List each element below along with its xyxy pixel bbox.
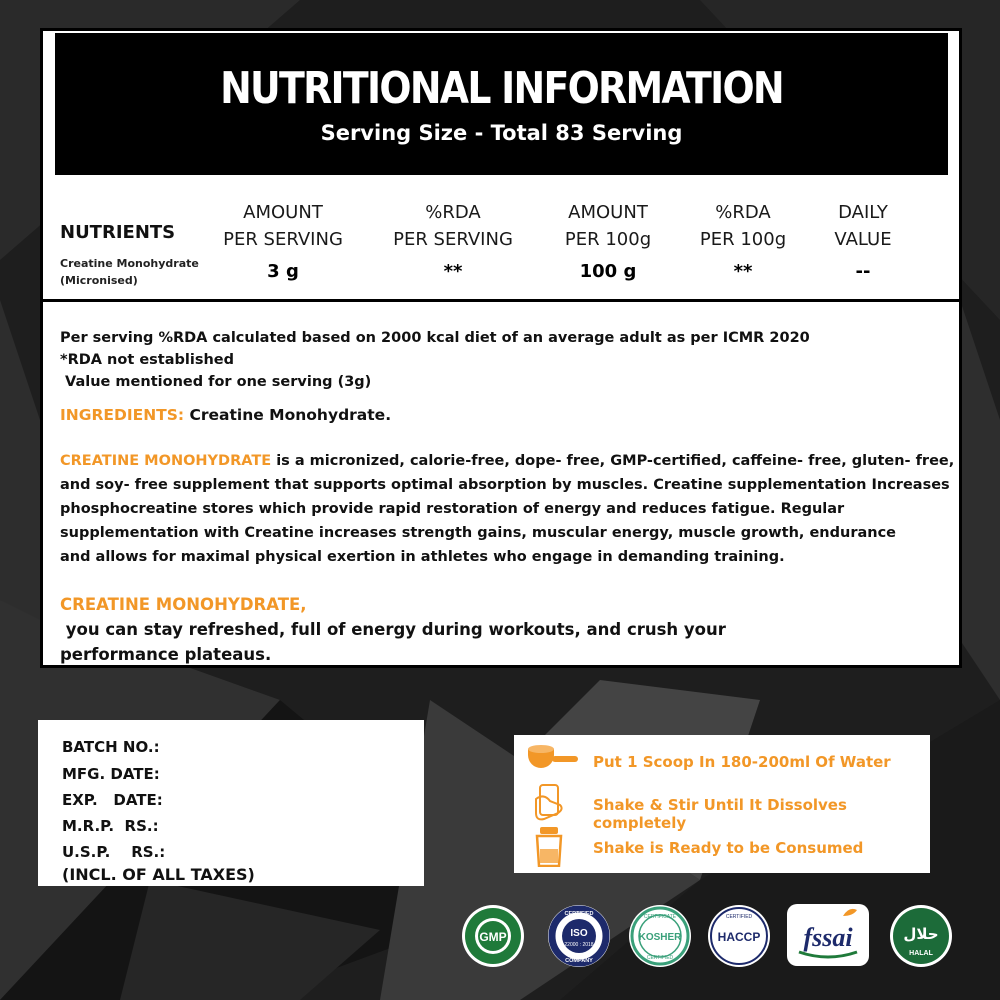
serving-size: Serving Size - Total 83 Serving (320, 121, 683, 145)
nutrient-name: Creatine Monohydrate (Micronised) (60, 257, 199, 287)
column-header-rda-100g: %RDA PER 100g (699, 202, 787, 250)
ingredients-label: INGREDIENTS: (60, 406, 185, 424)
svg-text:KOSHER: KOSHER (638, 932, 682, 943)
panel-header (55, 33, 948, 175)
taxes-note: (INCL. OF ALL TAXES) (62, 865, 255, 884)
step-3-text: Shake is Ready to be Consumed (593, 839, 864, 857)
svg-text:HALAL: HALAL (909, 950, 933, 957)
value-rda-serving: ** (443, 261, 463, 282)
column-header-amount-serving: AMOUNT PER SERVING (223, 202, 343, 250)
svg-text:GMP: GMP (479, 930, 507, 944)
step-1-text: Put 1 Scoop In 180-200ml Of Water (593, 753, 891, 771)
batch-info-box (38, 720, 424, 886)
column-header-daily-value: DAILY VALUE (834, 202, 892, 250)
shake-hand-icon (532, 783, 568, 827)
value-amount-serving: 3 g (267, 261, 299, 282)
svg-text:CERTIFIED: CERTIFIED (646, 955, 674, 961)
svg-text:fssai: fssai (803, 923, 853, 952)
value-amount-100g: 100 g (579, 261, 637, 282)
fssai-logo (785, 900, 871, 974)
svg-text:ISO: ISO (570, 928, 588, 939)
shaker-bottle-icon (534, 827, 564, 871)
description-label: CREATINE MONOHYDRATE (60, 453, 272, 469)
svg-text:HACCP: HACCP (717, 930, 761, 944)
svg-text:22000 : 2018: 22000 : 2018 (564, 942, 594, 948)
value-daily: -- (855, 261, 871, 282)
svg-text:CERTIFIED: CERTIFIED (725, 914, 753, 920)
haccp-badge (706, 903, 772, 973)
benefit-label: CREATINE MONOHYDRATE, (60, 595, 307, 614)
scoop-icon (524, 743, 580, 783)
gmp-badge (460, 903, 526, 973)
mfg-date: MFG. DATE: (62, 765, 160, 783)
description-paragraph: CREATINE MONOHYDRATE is a micronized, calorie-free, dope- free, GMP-certified, caffeine- free, gluten- free, and soy- free supplement that supports optimal absorption by muscles. Creatine supplementation Increases phosphocreatine stores which provide rapid restoration of energy and reduces fatigue. Regular supplementation with Creatine increases strength gains, muscular energy, muscle growth, endurance and allows for maximal physical exertion in athletes who engage in demanding training. (60, 453, 955, 565)
table-divider (43, 299, 959, 302)
exp-date: EXP. DATE: (62, 791, 163, 809)
ingredients-line (60, 403, 391, 427)
kosher-badge (627, 903, 693, 973)
step-2-text: Shake & Stir Until It Dissolves completely (593, 796, 847, 832)
nutrients-header: NUTRIENTS (60, 222, 176, 243)
svg-text:COMPANY: COMPANY (565, 958, 593, 964)
column-header-amount-100g: AMOUNT PER 100g (564, 202, 652, 250)
benefit-paragraph: CREATINE MONOHYDRATE, you can stay refreshed, full of energy during workouts, and crush your performance plateaus. (60, 595, 726, 664)
mrp: M.R.P. RS.: (62, 817, 159, 835)
usp: U.S.P. RS.: (62, 843, 166, 861)
svg-text:حلال: حلال (903, 925, 939, 943)
svg-text:CERTIFICATE: CERTIFICATE (643, 914, 677, 920)
rda-notes: Per serving %RDA calculated based on 2000 kcal diet of an average adult as per ICMR 2020 *RDA not established Value mentioned for one serving (3g) (60, 330, 810, 390)
nutrition-panel (40, 28, 962, 668)
column-header-rda-serving: %RDA PER SERVING (393, 202, 513, 250)
page-title: NUTRITIONAL INFORMATION (220, 63, 783, 114)
ingredients-text: Creatine Monohydrate. (184, 406, 392, 424)
halal-badge (888, 903, 954, 973)
batch-no: BATCH NO.: (62, 738, 160, 756)
svg-text:CERTIFIED: CERTIFIED (564, 911, 594, 917)
iso-badge (546, 903, 612, 973)
directions-box (514, 735, 930, 873)
value-rda-100g: ** (733, 261, 753, 282)
